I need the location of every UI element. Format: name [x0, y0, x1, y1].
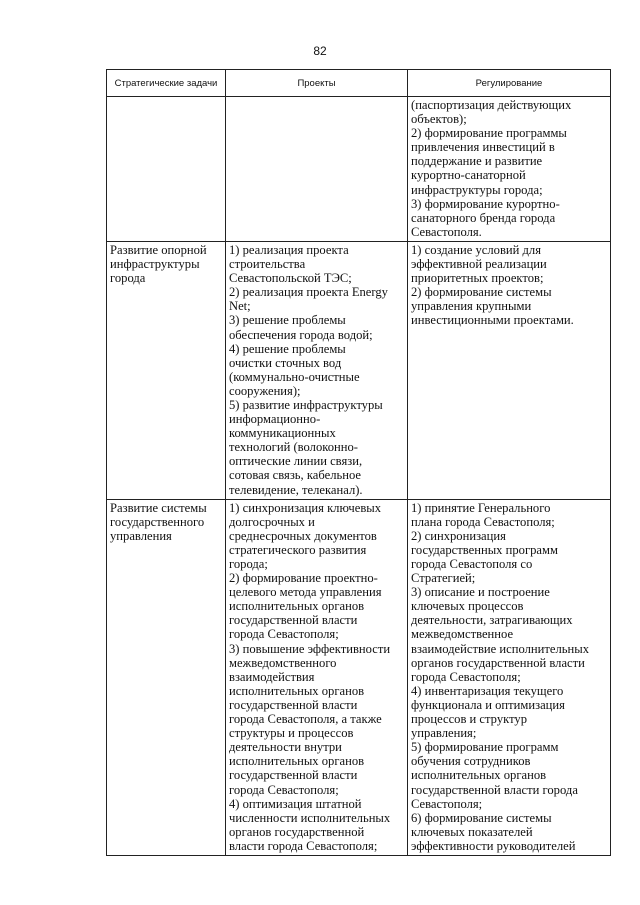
cell-line: исполнительных органов [411, 768, 547, 783]
cell-line: города Севастополя; [229, 627, 339, 642]
cell-line: государственной власти [229, 768, 358, 783]
table-row [107, 97, 611, 242]
cell-line: города Севастополя; [229, 782, 339, 797]
cell-line: исполнительных органов [229, 599, 365, 614]
cell-line: Развитие опорной [110, 242, 207, 257]
cell-line: курортно-санаторной [411, 168, 526, 183]
cell-line: Севастополя; [411, 796, 483, 811]
cell-line: исполнительных органов [229, 683, 365, 698]
cell-line: эффективности руководителей [411, 838, 576, 853]
task-cell [107, 241, 226, 499]
cell-line: ключевых показателей [411, 824, 533, 839]
cell-line: долгосрочных и [229, 514, 315, 529]
cell-line: 2) формирование системы [411, 285, 552, 300]
task-cell [107, 97, 226, 242]
cell-line: 4) оптимизация штатной [229, 796, 362, 811]
cell-line: поддержание и развитие [411, 154, 543, 169]
cell-line: среднесрочных документов [229, 528, 377, 543]
cell-line: приоритетных проектов; [411, 271, 544, 286]
cell-line: Развитие системы [110, 500, 207, 515]
projects-cell [226, 97, 408, 242]
cell-line: исполнительных органов [229, 754, 365, 769]
cell-line: сооружения); [229, 383, 301, 398]
cell-line: 3) повышение эффективности [229, 641, 391, 656]
regulation-cell [408, 97, 611, 242]
cell-line: государственного [110, 514, 205, 529]
cell-line: информационно- [229, 412, 321, 427]
cell-line: деятельности внутри [229, 740, 342, 755]
cell-line: 1) синхронизация ключевых [229, 500, 382, 515]
cell-line: управления; [411, 726, 477, 741]
cell-line: органов государственной [229, 824, 365, 839]
cell-line: 1) принятие Генерального [411, 500, 551, 515]
cell-line: санаторного бренда города [411, 210, 556, 225]
cell-line: 6) формирование системы [411, 810, 552, 825]
cell-line: коммуникационных [229, 426, 336, 441]
cell-line: структуры и процессов [229, 726, 354, 741]
cell-line: плана города Севастополя; [411, 514, 555, 529]
cell-line: деятельности, затрагивающих [411, 613, 573, 628]
cell-line: (коммунально-очистные [229, 369, 360, 384]
cell-line: телевидение, телеканал). [229, 482, 363, 497]
regulation-cell [408, 499, 611, 855]
cell-line: города [110, 271, 146, 286]
cell-line: 3) решение проблемы [229, 313, 346, 328]
cell-line: инфраструктуры города; [411, 182, 543, 197]
cell-line: взаимодействия [229, 669, 315, 684]
cell-line: инфраструктуры [110, 257, 200, 272]
cell-line: Севастопольской ТЭС; [229, 271, 352, 286]
cell-line: 5) развитие инфраструктуры [229, 397, 383, 412]
cell-line: 5) формирование программ [411, 740, 559, 755]
cell-line: 3) описание и построение [411, 585, 550, 600]
cell-line: межведомственного [229, 655, 337, 670]
strategy-table [106, 69, 611, 856]
projects-cell [226, 241, 408, 499]
cell-line: города Севастополя, а также [229, 712, 382, 727]
cell-line: целевого метода управления [229, 585, 382, 600]
cell-line: Стратегией; [411, 571, 476, 586]
cell-line: ключевых процессов [411, 599, 524, 614]
cell-line: государственных программ [411, 542, 558, 557]
cell-line: процессов и структур [411, 712, 527, 727]
cell-line: (паспортизация действующих [411, 98, 572, 112]
cell-line: обеспечения города водой; [229, 327, 373, 342]
cell-line: строительства [229, 257, 306, 272]
page-number: 82 [313, 44, 327, 58]
cell-line: органов государственной власти [411, 655, 585, 670]
cell-line: 2) формирование программы [411, 126, 567, 141]
cell-line: 2) реализация проекта Energy [229, 285, 388, 300]
cell-line: власти города Севастополя; [229, 838, 378, 853]
header-regulation: Регулирование [408, 70, 611, 97]
cell-line: оптические линии связи, [229, 454, 363, 469]
cell-line: сотовая связь, кабельное [229, 468, 362, 483]
cell-line: 1) создание условий для [411, 242, 542, 257]
cell-line: эффективной реализации [411, 257, 547, 272]
regulation-cell [408, 241, 611, 499]
cell-line: стратегического развития [229, 542, 367, 557]
cell-line: Севастополя. [411, 224, 482, 239]
table-row [107, 241, 611, 499]
task-cell [107, 499, 226, 855]
cell-line: привлечения инвестиций в [411, 140, 555, 155]
cell-line: города Севастополя со [411, 557, 533, 571]
table-header-row [107, 70, 611, 97]
cell-line: государственной власти [229, 613, 358, 628]
cell-line: Net; [229, 299, 251, 314]
cell-line: 2) синхронизация [411, 528, 506, 543]
cell-line: инвестиционными проектами. [411, 313, 574, 328]
cell-line: 4) решение проблемы [229, 341, 346, 356]
table-row [107, 499, 611, 855]
cell-line: функционала и оптимизация [411, 697, 565, 712]
cell-line: управления [110, 528, 172, 543]
cell-line: государственной власти города [411, 782, 578, 797]
cell-line: обучения сотрудников [411, 754, 531, 769]
cell-line: города Севастополя; [411, 669, 521, 684]
header-projects: Проекты [226, 70, 408, 97]
cell-line: государственной власти [229, 697, 358, 712]
header-tasks: Стратегические задачи [107, 70, 226, 97]
cell-line: объектов); [411, 112, 467, 127]
cell-line: взаимодействие исполнительных [411, 641, 589, 656]
cell-line: 4) инвентаризация текущего [411, 683, 564, 698]
cell-line: очистки сточных вод [229, 355, 342, 370]
cell-line: города; [229, 557, 268, 571]
cell-line: 2) формирование проектно- [229, 571, 378, 586]
cell-line: 3) формирование курортно- [411, 196, 560, 211]
cell-line: управления крупными [411, 299, 532, 314]
cell-line: технологий (волоконно- [229, 440, 358, 455]
cell-line: численности исполнительных [229, 810, 391, 825]
projects-cell [226, 499, 408, 855]
cell-line: 1) реализация проекта [229, 242, 349, 257]
cell-line: межведомственное [411, 627, 514, 642]
